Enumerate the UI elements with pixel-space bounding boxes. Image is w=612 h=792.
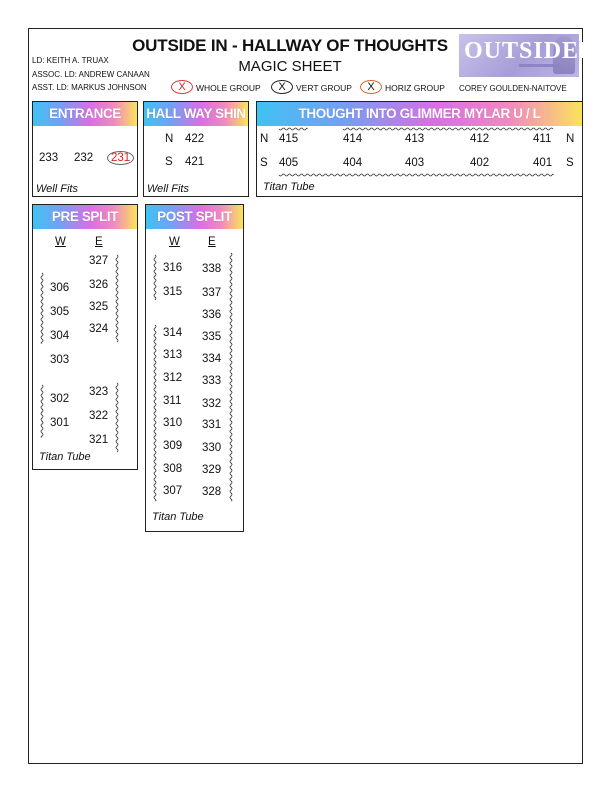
channel-322[interactable]: 322 xyxy=(89,410,109,422)
channel-325[interactable]: 325 xyxy=(89,301,109,313)
channel-326[interactable]: 326 xyxy=(89,279,109,291)
pre-split-panel xyxy=(32,204,138,470)
post-split-note: Titan Tube xyxy=(152,511,204,523)
post-split-east-label: E xyxy=(208,236,216,248)
channel-414[interactable]: 414 xyxy=(343,133,363,145)
channel-306[interactable]: 306 xyxy=(50,282,70,294)
channel-307[interactable]: 307 xyxy=(163,485,183,497)
hallway-shin-panel xyxy=(143,101,249,197)
channel-311[interactable]: 311 xyxy=(163,395,182,407)
channel-422[interactable]: 422 xyxy=(185,133,205,145)
channel-301[interactable]: 301 xyxy=(50,417,70,429)
entrance-panel xyxy=(32,101,138,197)
channel-403[interactable]: 403 xyxy=(405,157,425,169)
channel-331[interactable]: 331 xyxy=(202,419,222,431)
channel-313[interactable]: 313 xyxy=(163,349,183,361)
pre-split-squiggle-marks xyxy=(33,205,139,471)
channel-232[interactable]: 232 xyxy=(74,152,94,164)
glimmer-north-label-left: N xyxy=(260,133,269,145)
logo-wordmark: OUTSIDEIN xyxy=(464,38,608,64)
assistant-lighting-designer: ASST. LD: MARKUS JOHNSON xyxy=(32,83,147,92)
channel-233[interactable]: 233 xyxy=(39,152,59,164)
channel-323[interactable]: 323 xyxy=(89,386,109,398)
pre-split-note: Titan Tube xyxy=(39,451,91,463)
pre-split-west-label: W xyxy=(55,236,66,248)
channel-324[interactable]: 324 xyxy=(89,323,109,335)
lighting-designer: LD: KEITH A. TRUAX xyxy=(32,56,109,65)
glimmer-south-label-right: S xyxy=(566,157,574,169)
post-split-west-label: W xyxy=(169,236,180,248)
channel-421[interactable]: 421 xyxy=(185,156,205,168)
channel-302[interactable]: 302 xyxy=(50,393,70,405)
logo-underline xyxy=(519,64,559,67)
channel-315[interactable]: 315 xyxy=(163,286,183,298)
channel-305[interactable]: 305 xyxy=(50,306,70,318)
glimmer-south-label-left: S xyxy=(260,157,268,169)
pre-split-header: PRE SPLIT xyxy=(33,205,137,229)
glimmer-north-label-right: N xyxy=(566,133,575,145)
channel-404[interactable]: 404 xyxy=(343,157,363,169)
show-logo xyxy=(459,34,608,77)
channel-321[interactable]: 321 xyxy=(89,434,109,446)
channel-330[interactable]: 330 xyxy=(202,442,222,454)
glimmer-mylar-header: THOUGHT INTO GLIMMER MYLAR U / L xyxy=(257,102,582,126)
channel-312[interactable]: 312 xyxy=(163,372,183,384)
channel-308[interactable]: 308 xyxy=(163,463,183,475)
channel-338[interactable]: 338 xyxy=(202,263,222,275)
channel-336[interactable]: 336 xyxy=(202,309,222,321)
pre-split-east-label: E xyxy=(95,236,103,248)
channel-314[interactable]: 314 xyxy=(163,327,183,339)
page-title: OUTSIDE IN - HALLWAY OF THOUGHTS xyxy=(132,36,448,55)
shin-north-label: N xyxy=(165,133,174,145)
associate-lighting-designer: ASSOC. LD: ANDREW CANAAN xyxy=(32,70,150,79)
channel-329[interactable]: 329 xyxy=(202,464,222,476)
horiz-group-mark: X xyxy=(360,80,382,94)
horiz-group-label: HORIZ GROUP xyxy=(385,83,445,93)
vert-group-mark: X xyxy=(271,80,293,94)
channel-332[interactable]: 332 xyxy=(202,398,222,410)
channel-337[interactable]: 337 xyxy=(202,287,222,299)
channel-327[interactable]: 327 xyxy=(89,255,109,267)
channel-334[interactable]: 334 xyxy=(202,353,222,365)
channel-412[interactable]: 412 xyxy=(470,133,490,145)
channel-328[interactable]: 328 xyxy=(202,486,222,498)
shin-south-label: S xyxy=(165,156,173,168)
channel-401[interactable]: 401 xyxy=(533,157,553,169)
hallway-shin-note: Well Fits xyxy=(147,183,189,195)
post-split-panel xyxy=(145,204,244,532)
whole-group-mark: X xyxy=(171,80,193,94)
channel-231[interactable]: 231 xyxy=(107,151,134,165)
glimmer-note: Titan Tube xyxy=(263,181,315,193)
entrance-note: Well Fits xyxy=(36,183,78,195)
channel-413[interactable]: 413 xyxy=(405,133,425,145)
channel-415[interactable]: 415 xyxy=(279,133,299,145)
vert-group-label: VERT GROUP xyxy=(296,83,352,93)
channel-411[interactable]: 411 xyxy=(533,133,552,145)
channel-316[interactable]: 316 xyxy=(163,262,183,274)
glimmer-mylar-panel xyxy=(256,101,583,197)
post-split-squiggle-marks xyxy=(146,205,245,533)
entrance-header: ENTRANCE xyxy=(33,102,137,126)
channel-335[interactable]: 335 xyxy=(202,331,222,343)
hallway-shin-header: HALL WAY SHIN xyxy=(144,102,248,126)
channel-309[interactable]: 309 xyxy=(163,440,183,452)
channel-304[interactable]: 304 xyxy=(50,330,70,342)
channel-333[interactable]: 333 xyxy=(202,375,222,387)
post-split-header: POST SPLIT xyxy=(146,205,243,229)
channel-310[interactable]: 310 xyxy=(163,417,183,429)
channel-303[interactable]: 303 xyxy=(50,354,70,366)
page-subtitle: MAGIC SHEET xyxy=(238,58,342,75)
channel-405[interactable]: 405 xyxy=(279,157,299,169)
designer-credit: COREY GOULDEN-NAITOVE xyxy=(459,84,567,93)
whole-group-label: WHOLE GROUP xyxy=(196,83,261,93)
channel-402[interactable]: 402 xyxy=(470,157,490,169)
